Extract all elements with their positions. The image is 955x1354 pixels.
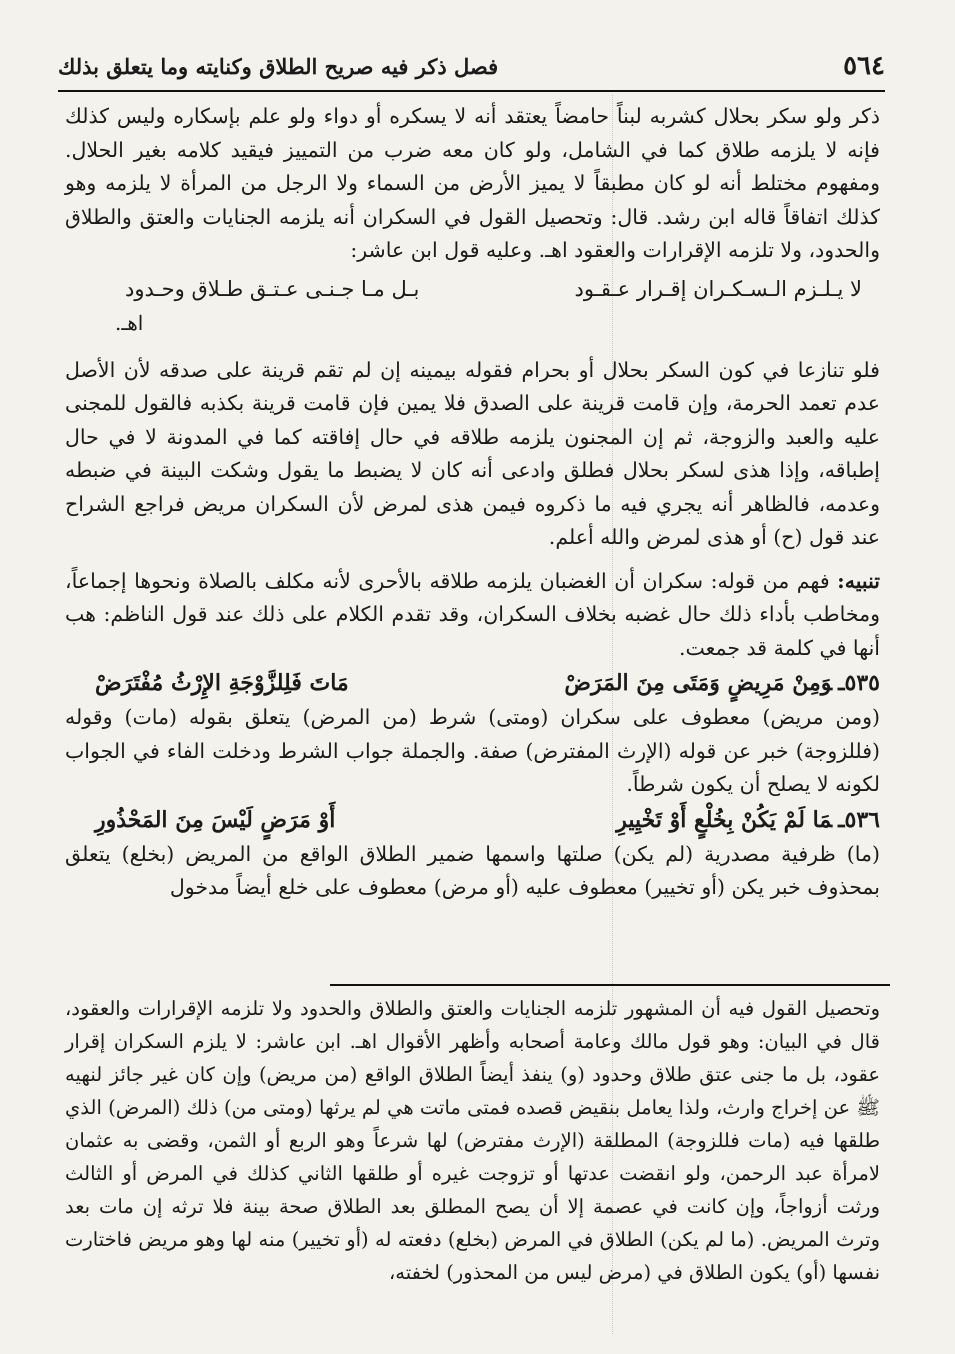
page-header	[58, 42, 885, 92]
verse-535	[65, 665, 880, 701]
footnote-text: وتحصيل القول فيه أن المشهور تلزمه الجنايات والعتق والطلاق والحدود ولا تلزمه الإقرارات والعقود، قال في البيان: وهو قول مالك وعامة أصحابه وأظهر الأقوال اهـ. ابن عاشر: لا يلزم السكران إقرار عقود، بل ما جنى عتق طلاق وحدود (و) ينفذ أيضاً الطلاق الواقع (من مريض) وإن كان غير جائز لنهيه ﷺ عن إخراج وارث، ولذا يعامل بنقيض قصده فمتى ماتت هي لم يرثها (ومتى من) ذلك (المرض) الذي طلقها فيه (مات فللزوجة) المطلقة (الإرث مفترض) لها شرعاً وهو الربع أو الثمن، وقضى به عثمان لامرأة عبد الرحمن، ولو انقضت عدتها أو تزوجت غيره أو طلقها الثاني كذلك في المرض أو الثالث ورثت أزواجاً، وإن كانت في عصمة إلا أن يصح المطلق بعد الطلاق صحة بينة فلا ترثه إن مات بعد وترث المريض. (ما لم يكن) الطلاق في المرض (بخلع) دفعته له (أو تخيير) منه لها وهو مريض فاختارت نفسها (أو) يكون الطلاق في (مرض ليس من المحذور) لخفته،	[65, 997, 880, 1284]
verse-536-first-half	[616, 802, 880, 838]
page-number: ٥٦٤	[843, 51, 885, 81]
poem-line	[65, 268, 880, 306]
footnote-divider	[330, 984, 890, 986]
verse-536-second-half: أَوْ مَرَضٍ لَيْسَ مِنَ المَحْذُورِ	[95, 806, 336, 833]
paragraph-commentary-535: (ومن مريض) معطوف على سكران (ومتى) شرط (من المرض) يتعلق بقوله (مات) وقوله (فللزوجة) خبر عن قوله (الإرث المفترض) صفة. والجملة جواب الشرط ودخلت الفاء في الجواب لكونه لا يصلح أن يكون شرطاً.	[65, 705, 880, 796]
poem-hemistich-left: بـل مـا جـنـى عـتـق طـلاق وحـدود	[125, 276, 420, 301]
verse-535-number: ٥٣٥ـ	[838, 670, 880, 696]
verse-536	[65, 802, 880, 838]
note-paragraph	[65, 565, 880, 666]
verse-535-first-half	[564, 665, 880, 701]
paragraph-1: ذكر ولو سكر بحلال كشربه لبناً حامضاً يعتقد أنه لا يسكره أو دواء ولو علم بإسكاره وليس كذلك فإنه لا يلزمه طلاق كما في الشامل، ولو كان معه ضرب من التمييز فيقيد كلامه بغير الحلال. ومفهوم مختلط أنه لو كان مطبقاً لا يميز الأرض من السماء ولا الرجل من المرأة لا يلزمه وهو كذلك اتفاقاً قاله ابن رشد. قال: وتحصيل القول في السكران أنه يلزمه الجنايات والعتق والطلاق والحدود، ولا تلزمه الإقرارات والعقود اهـ. وعليه قول ابن عاشر:	[65, 104, 880, 262]
verse-536-number: ٥٣٦ـ	[838, 806, 880, 833]
poem-end-marker: اهـ.	[115, 310, 144, 335]
verse-535-second-half: مَاتَ فَلِلزَّوْجَةِ الإِرْثُ مُفْتَرَضْ	[95, 670, 349, 696]
note-label: تنبيه:	[837, 568, 880, 593]
paragraph-commentary-536: (ما) ظرفية مصدرية (لم يكن) صلتها واسمها ضمير الطلاق الواقع من المريض (بخلع) يتعلق بمحذوف خبر يكن (أو تخيير) معطوف عليه (أو مرض) معطوف على خلع أيضاً مدخول	[65, 841, 880, 899]
footnotes	[65, 992, 880, 1289]
running-title: فصل ذكر فيه صريح الطلاق وكنايته وما يتعلق بذلك	[58, 53, 499, 79]
paragraph-2: فلو تنازعا في كون السكر بحلال أو بحرام فقوله بيمينه إن لم تقم قرينة على صدقه لأن الأصل عدم تعمد الحرمة، وإن قامت قرينة على الصدق فلا يمين فإن قامت قرينة بكذبه فالقول للمجنى عليه والعبد والزوجة، ثم إن المجنون يلزمه طلاقه في حال إفاقته كما في المدونة لا في حال إطباقه، وإذا هذى لسكر بحلال فطلق وادعى أنه كان لا يضبط ما يقول وشكت البينة في ضبطه وعدمه، فالظاهر أنه يجري فيه ما ذكروه فيمن هذى لمرض لأن السكران مريض فراجع الشراح عند قول (ح) أو هذى لمرض والله أعلم.	[65, 357, 880, 549]
poem-hemistich-right: لا يـلـزم الـسـكـران إقـرار عـقـود	[574, 276, 862, 301]
verse-536-right-text: مَا لَمْ يَكُنْ بِخُلْعٍ أَوْ تَخْيِيرِ	[616, 806, 833, 833]
verse-535-right-text: وَمِنْ مَرِيضٍ وَمَتَى مِنَ المَرَضْ	[564, 670, 833, 696]
note-text: فهم من قوله: سكران أن الغضبان يلزمه طلاقه بالأحرى لأنه مكلف بالصلاة ونحوها إجماعاً، ومخاطب بأداء ذلك حال غضبه بخلاف السكران، وقد تقدم الكلام على ذلك عند قول الناظم: هب أنها في كلمة قد جمعت.	[65, 568, 880, 660]
main-text	[65, 100, 880, 905]
